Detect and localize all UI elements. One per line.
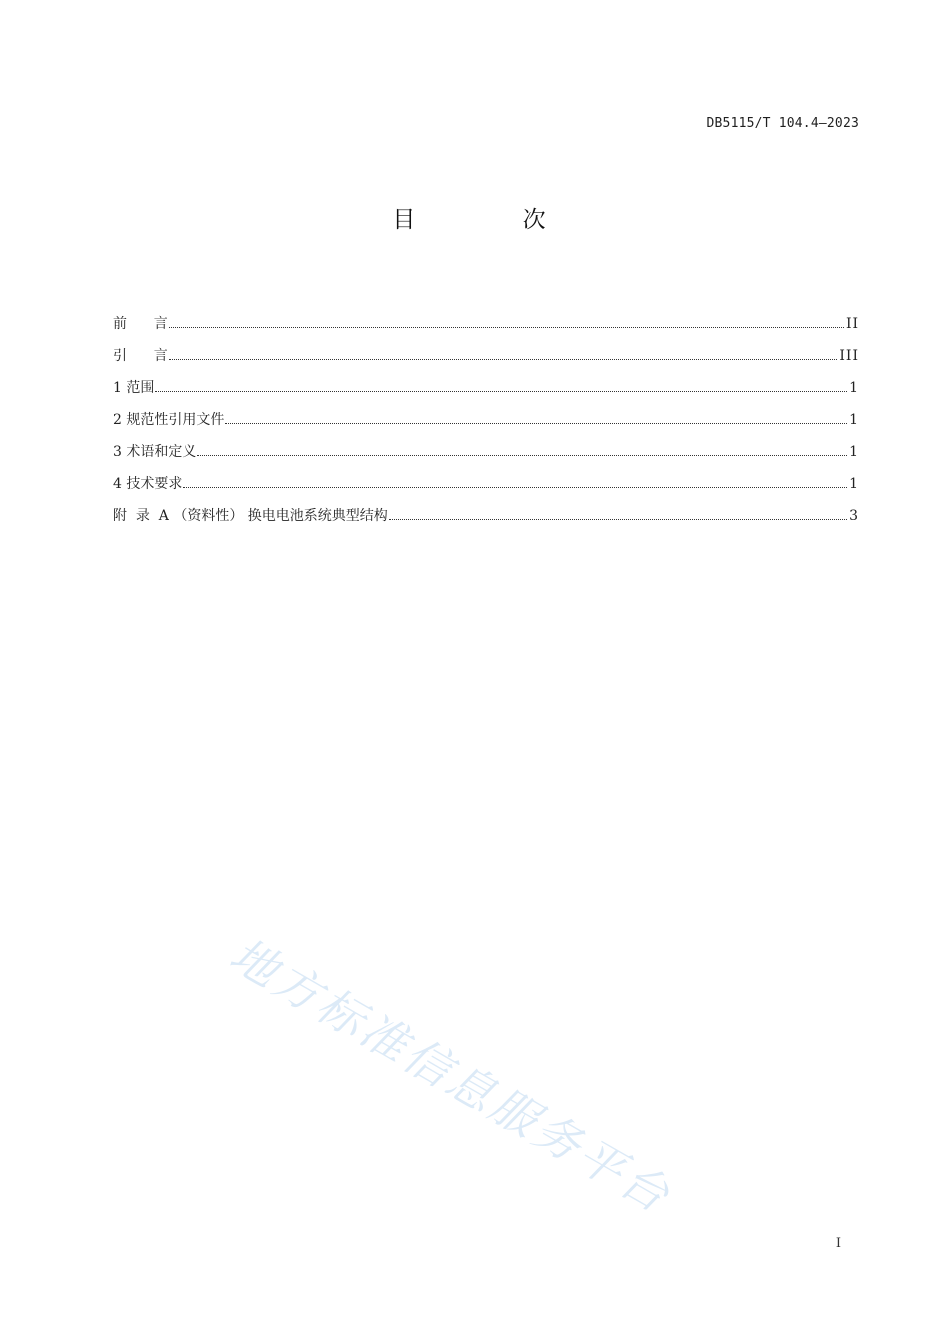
toc-leader-dots [169,358,838,360]
toc-entry-appendix-a[interactable] [113,505,859,537]
watermark-text: 地方标准信息服务平台 [221,927,682,1224]
toc-leader-dots [197,454,847,456]
toc-entry-page: III [839,348,859,364]
toc-entry-page: 1 [849,444,859,460]
toc-entry-scope[interactable] [113,377,859,409]
toc-entry-page: 3 [849,508,859,524]
toc-entry-label: 前 言 [113,316,168,332]
toc-leader-dots [183,486,847,488]
toc-entry-page: 1 [849,476,859,492]
table-of-contents [113,313,859,537]
toc-entry-foreword[interactable] [113,313,859,345]
toc-entry-page: 1 [849,380,859,396]
toc-leader-dots [225,422,847,424]
footer-page-number: I [835,1236,841,1251]
toc-entry-normative-references[interactable] [113,409,859,441]
toc-leader-dots [169,326,844,328]
toc-entry-label: 1 范围 [113,380,155,396]
toc-entry-page: 1 [849,412,859,428]
toc-entry-label: 2 规范性引用文件 [113,412,225,428]
toc-entry-terms-definitions[interactable] [113,441,859,473]
toc-entry-label: 3 术语和定义 [113,444,197,460]
toc-entry-label: 4 技术要求 [113,476,183,492]
toc-entry-introduction[interactable] [113,345,859,377]
toc-entry-label: 引 言 [113,348,168,364]
page-title: 目 次 [392,207,596,233]
toc-leader-dots [155,390,847,392]
toc-entry-label: 附 录 A （资料性） 换电电池系统典型结构 [113,508,388,524]
toc-entry-page: II [845,316,859,332]
toc-entry-technical-requirements[interactable] [113,473,859,505]
document-code: DB5115/T 104.4—2023 [706,116,859,131]
toc-leader-dots [389,518,847,520]
